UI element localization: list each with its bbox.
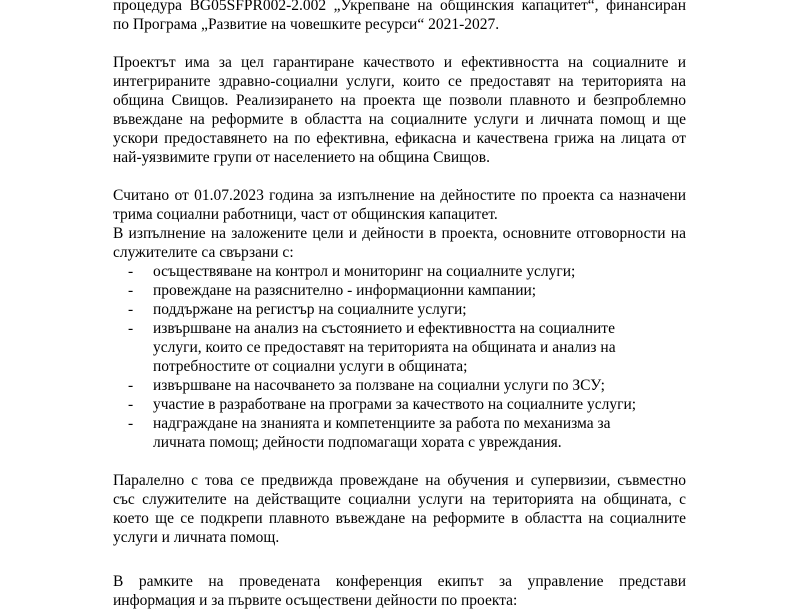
list-item-text: участие в разработване на програми за качеството на социалните услуги; — [153, 396, 637, 413]
list-item — [113, 300, 686, 319]
text-line: което ще се подкрепи плавното въвеждане на реформите в областта на социалните — [113, 510, 686, 527]
text-line: В изпълнение на заложените цели и дейности в проекта, основните отговорности на — [113, 225, 686, 242]
text-line: по Програма „Развитие на човешките ресурси“ 2021-2027. — [113, 16, 500, 33]
list-item-text: извършване на насочването за ползване на социални услуги по ЗСУ; — [153, 377, 605, 394]
bullet-dash: - — [128, 263, 134, 280]
list-item — [113, 281, 686, 300]
text-line: служителите са свързани с: — [113, 244, 294, 261]
project-goal-paragraph — [113, 53, 686, 167]
staff-paragraph — [113, 186, 686, 262]
text-line: Считано от 01.07.2023 година за изпълнение на дейностите по проекта са назначени — [113, 187, 686, 204]
list-item-text: личната помощ; дейности подпомагащи хората с увреждания. — [153, 434, 562, 451]
conference-paragraph — [113, 572, 686, 610]
list-item-text: поддържане на регистър на социалните услуги; — [153, 301, 467, 318]
text-line: със служителите на действащите социални услуги на територията на общината, с — [113, 491, 686, 508]
bullet-dash: - — [128, 396, 134, 413]
bullet-dash: - — [128, 377, 134, 394]
text-line: въвеждане на реформите в областта на социалните услуги и личната помощ и ще — [113, 111, 686, 128]
intro-paragraph — [113, 0, 686, 34]
list-item-text: услуги, които се предоставят на територията на общината и анализ на — [153, 339, 616, 356]
text-line: община Свищов. Реализирането на проекта ще позволи плавното и безпроблемно — [113, 92, 686, 109]
bullet-dash: - — [128, 301, 134, 318]
list-item-text: извършване на анализ на състоянието и ефективността на социалните — [153, 320, 615, 337]
bullet-dash: - — [128, 282, 134, 299]
text-line: интегрираните здравно-социални услуги, които се предоставят на територията на — [113, 73, 686, 90]
list-item — [113, 319, 686, 376]
text-line: Паралелно с това се предвижда провеждане на обучения и супервизии, съвместно — [113, 472, 686, 489]
text-line: В рамките на проведената конференция екипът за управление представи — [113, 573, 686, 590]
text-line: процедура BG05SFPR002-2.002 „Укрепване на общинския капацитет“, финансиран — [113, 0, 686, 14]
text-line: Проектът има за цел гарантиране качеството и ефективността на социалните и — [113, 54, 686, 71]
text-line: ускори предоставянето на по ефективна, ефикасна и качествена грижа на лицата от — [113, 130, 686, 147]
list-item — [113, 414, 686, 452]
list-item-text: потребностите от социални услуги в общината; — [153, 358, 468, 375]
text-line: услуги и личната помощ. — [113, 529, 280, 546]
training-paragraph — [113, 471, 686, 547]
list-item — [113, 262, 686, 281]
list-item-text: осъществяване на контрол и мониторинг на социалните услуги; — [153, 263, 576, 280]
bullet-dash: - — [128, 415, 134, 432]
list-item-text: провеждане на разяснително - информационни кампании; — [153, 282, 537, 299]
text-line: информация и за първите осъществени дейности по проекта: — [113, 592, 518, 609]
text-line: най-уязвимите групи от населението на община Свищов. — [113, 149, 491, 166]
list-item-text: надграждане на знанията и компетенциите за работа по механизма за — [153, 415, 611, 432]
responsibilities-list — [113, 262, 686, 452]
list-item — [113, 376, 686, 395]
list-item — [113, 395, 686, 414]
text-line: трима социални работници, част от общинския капацитет. — [113, 206, 498, 223]
bullet-dash: - — [128, 320, 134, 337]
